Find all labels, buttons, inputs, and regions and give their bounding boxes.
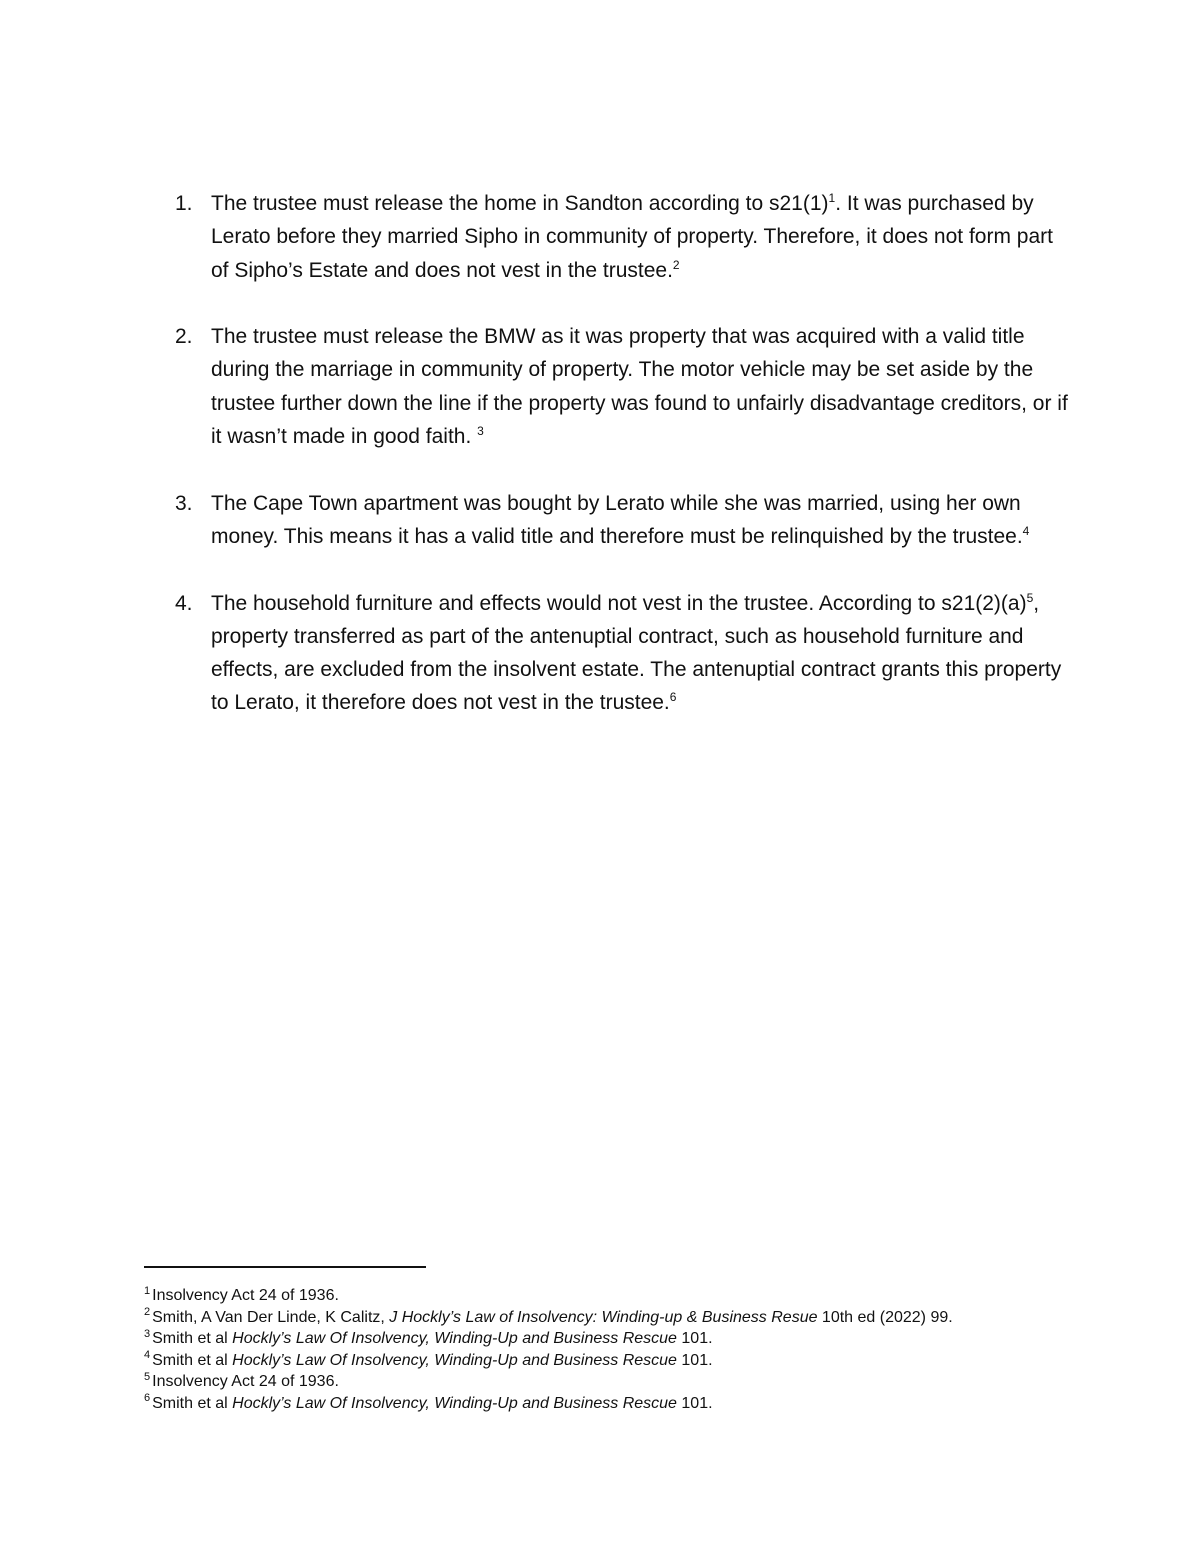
answer-text: The Cape Town apartment was bought by Lerato while she was married, using her own money. This means it has a valid title and therefore must be relinquished by the trustee. [211,491,1023,548]
footnote-authors: Smith et al [152,1351,233,1369]
item-number: 2. [175,325,193,349]
answer-item-4 [175,587,1075,720]
footnote-number: 5 [144,1370,151,1383]
answer-text: . It was purchased by Lerato before they married Sipho in community of property. Therefore, it does not form part of Sipho’s Estate and does not vest in the trustee. [211,192,1053,282]
footnote-reference[interactable]: 6 [669,690,677,705]
answer-text: The trustee must release the home in Sandton according to s21(1) [211,192,829,215]
footnote-reference[interactable]: 2 [672,257,680,272]
footnote-book-title: J Hockly’s Law of Insolvency: Winding-up & Business Resue [389,1308,818,1326]
footnote-3 [144,1328,1144,1350]
footnote-authors: Smith, A Van Der Linde, K Calitz, [152,1308,390,1326]
footnote-book-title: Hockly’s Law Of Insolvency, Winding-Up and Business Rescue [232,1330,677,1347]
answer-item-3 [175,487,1075,554]
footnote-reference[interactable]: 4 [1022,523,1030,538]
item-number: 3. [175,491,193,515]
footnote-book-title: Hockly’s Law Of Insolvency, Winding-Up and Business Rescue [232,1351,677,1369]
footnote-reference[interactable]: 1 [828,191,836,205]
footnote-text: Insolvency Act 24 of 1936. [152,1373,339,1390]
footnote-5 [144,1371,1144,1393]
footnote-number: 4 [144,1349,151,1362]
footnote-2 [144,1307,1144,1329]
footnote-authors: Smith et al [152,1330,233,1347]
answer-item-2 [175,320,1075,453]
footnotes [144,1285,1144,1414]
answer-list [175,187,1075,753]
footnote-text: Insolvency Act 24 of 1936. [152,1287,339,1304]
footnote-citation: 101. [676,1351,713,1369]
item-number: 1. [175,192,193,215]
footnote-citation: 101. [676,1330,713,1347]
footnote-book-title: Hockly’s Law Of Insolvency, Winding-Up and Business Rescue [232,1394,677,1412]
answer-item-1 [175,187,1075,287]
footnote-number: 2 [144,1306,151,1319]
footnote-1 [144,1285,1144,1307]
footnote-authors: Smith et al [152,1394,233,1412]
footnote-separator [144,1266,426,1268]
answer-text: The trustee must release the BMW as it was property that was acquired with a valid title during the marriage in community of property. The motor vehicle may be set aside by the trustee further down the line if the property was found to unfairly disadvantage creditors, or if it wasn’t made in good faith. [211,325,1068,449]
footnote-number: 6 [144,1392,151,1405]
footnote-number: 1 [144,1284,151,1297]
footnote-reference[interactable]: 3 [477,424,484,439]
footnote-4 [144,1350,1144,1372]
footnote-number: 3 [144,1327,151,1340]
footnote-reference[interactable]: 5 [1026,590,1034,605]
item-number: 4. [175,591,193,615]
footnote-6 [144,1393,1144,1415]
answer-text: , property transferred as part of the antenuptial contract, such as household furniture and effects, are excluded from the insolvent estate. The antenuptial contract grants this property to Lerato, it therefore does not vest in the trustee. [211,591,1062,715]
footnote-citation: 101. [676,1394,713,1412]
footnote-citation: 10th ed (2022) 99. [817,1308,953,1326]
answer-text: The household furniture and effects would not vest in the trustee. According to s21(2)(a) [211,591,1027,615]
